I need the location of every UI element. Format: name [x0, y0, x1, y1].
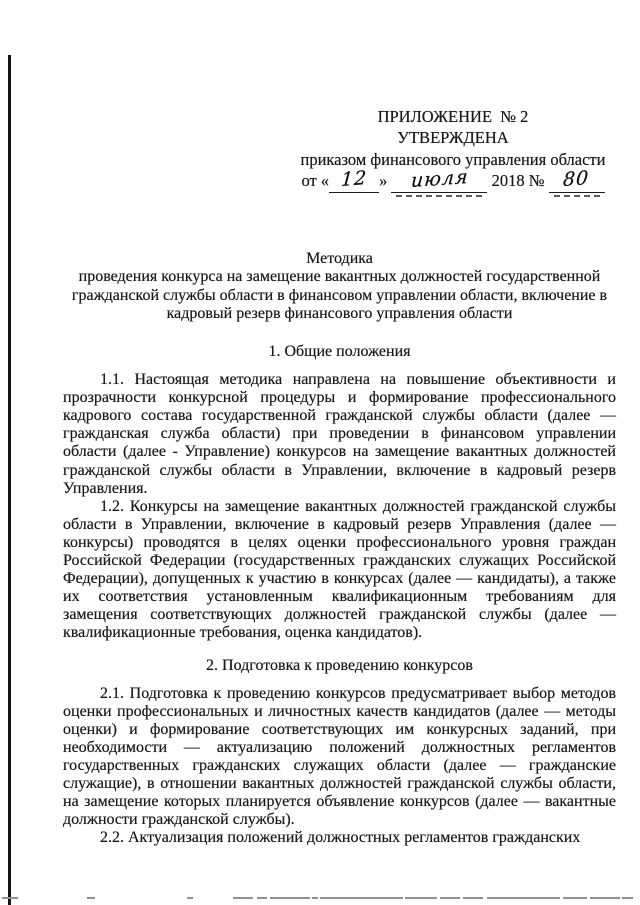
paragraph-2-1: 2.1. Подготовка к проведению конкурсов предусматривает выбор методов оценки профессиональных и личностных качеств кандидатов (далее — методы оценки) и формирование соответствующих им конкурсных заданий, при необходимости — актуализацию положений должностных регламентов государственных гражданских служащих области (далее — гражданские служащие), в отношении вакантных должностей гражданской службы области, на замещение которых планируется объявление конкурсов (далее — вакантные должности гражданской службы). [63, 684, 616, 829]
date-number-handwritten: 80 [562, 167, 591, 192]
approval-status-label: УТВЕРЖДЕНА [397, 128, 509, 148]
date-year: 2018 [491, 171, 525, 191]
section-1-heading: 1. Общие положения [268, 343, 411, 360]
scan-artifact-dash [463, 897, 483, 899]
section-2-heading: 2. Подготовка к проведению конкурсов [206, 656, 473, 674]
doc-title-line1: Методика [306, 250, 373, 267]
date-day-handwritten: 12 [340, 167, 368, 192]
date-month-handwritten: июля [409, 166, 469, 193]
date-number-underline [549, 167, 605, 192]
paragraph-2-2: 2.2. Актуализация положений должностных регламентов гражданских [100, 829, 581, 847]
approval-by-label: приказом финансового управления области [300, 149, 606, 169]
scan-artifact-dash [187, 897, 193, 899]
scan-artifact-dash [257, 897, 267, 899]
paragraph-1-2: 1.2. Конкурсы на замещение вакантных должностей гражданской службы области в Управлении, включение в кадровый резерв Управления (далее — конкурсы) проводятся в целях оценки профессионального уровня граждан Российской Федерации (государственных гражданских служащих Российской Федерации), допущенных к участию в конкурсах (далее — кандидаты), а также их соответствия установленным квалификационным требованиям для замещения соответствующих должностей гражданской службы (далее — квалификационные требования, оценка кандидатов). [63, 497, 616, 642]
scan-artifact-dash [312, 897, 318, 899]
doc-title [63, 250, 616, 323]
appendix-label: ПРИЛОЖЕНИЕ № 2 [377, 107, 529, 126]
scan-artifact-dash [233, 897, 253, 899]
scan-artifact-dash [440, 897, 460, 899]
scan-artifact-dash [563, 897, 587, 899]
scan-artifact-dash [87, 897, 95, 899]
document-body [63, 343, 616, 847]
scan-artifact-dash [487, 897, 560, 899]
scan-artifact-dash [590, 897, 620, 899]
doc-title-rest: проведения конкурса на замещение вакантных должностей государственной гражданской службы области в финансовом управлении области, включение в кадровый резерв финансового управления области [71, 268, 608, 322]
date-line [286, 166, 620, 193]
scan-artifact-dash [622, 897, 633, 899]
date-number-sign: № [528, 171, 545, 191]
scan-artifact-dash [270, 897, 310, 899]
approval-block [286, 106, 620, 193]
paragraph-1-1: 1.1. Настоящая методика направлена на повышение объективности и прозрачности конкурсной процедуры и формирование профессионального кадрового состава государственной гражданской службы области (далее — гражданская служба области) при проведении в финансовом управлении области (далее - Управление) конкурсов на замещение вакантных должностей гражданской службы области в Управлении, включение в кадровый резерв Управления. [63, 371, 616, 497]
date-month-underline [391, 166, 487, 193]
date-close-quote: » [379, 171, 388, 191]
scan-artifact-dash [405, 897, 437, 899]
scan-artifact-dash [320, 897, 403, 899]
date-prefix: от « [301, 171, 330, 191]
scan-left-edge-artifact [8, 55, 11, 905]
date-day-underline [329, 167, 379, 192]
